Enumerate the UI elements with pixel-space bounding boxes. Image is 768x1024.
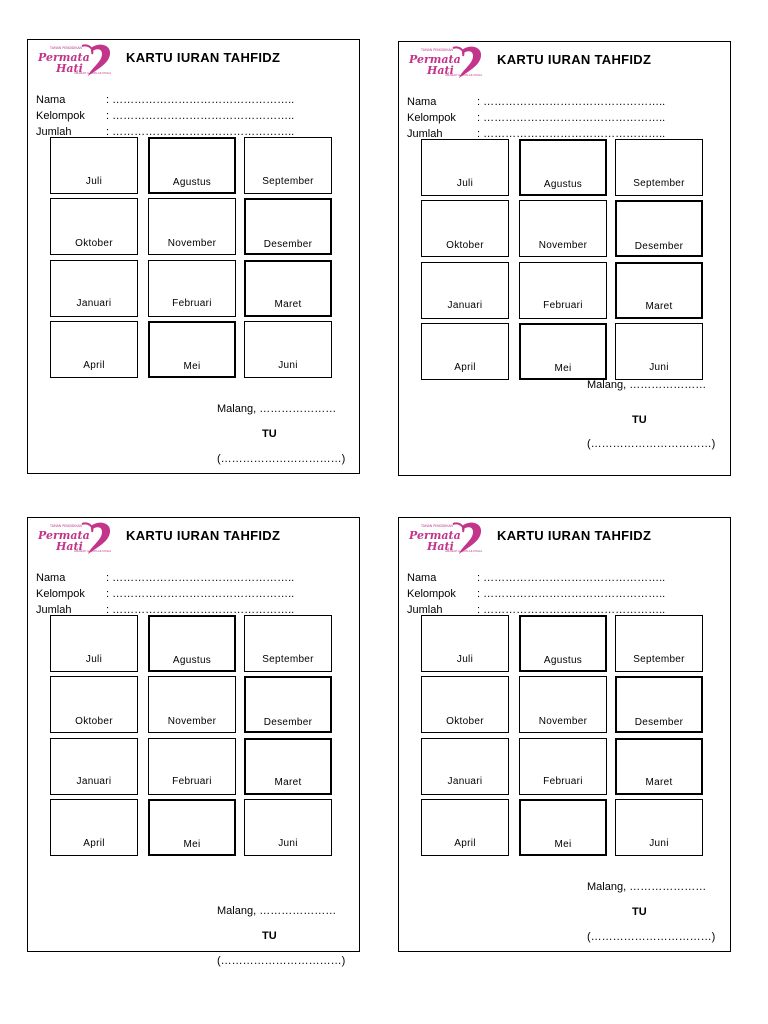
field-label: Kelompok: [407, 588, 456, 600]
month-label: Desember: [634, 241, 684, 252]
field-label: Jumlah: [407, 128, 443, 140]
month-label: Mei: [183, 361, 201, 372]
month-box[interactable]: [421, 323, 509, 380]
month-label: November: [167, 716, 217, 727]
field-label: Jumlah: [407, 604, 443, 616]
month-label: Agustus: [172, 177, 212, 188]
month-label: November: [167, 238, 217, 249]
field-value[interactable]: : …………………………………………..: [477, 96, 666, 108]
month-box[interactable]: [615, 738, 703, 795]
field-value[interactable]: : …………………………………………..: [106, 110, 295, 122]
signer-title: TU: [632, 906, 647, 918]
field-label: Nama: [36, 94, 66, 106]
month-box[interactable]: [519, 799, 607, 856]
field-label: Kelompok: [36, 110, 85, 122]
signature-line: (……………………………): [217, 955, 346, 967]
month-label: Agustus: [172, 655, 212, 666]
logo: [36, 42, 116, 80]
month-box[interactable]: [519, 615, 607, 672]
field-row: [407, 570, 665, 586]
month-box[interactable]: [421, 262, 509, 319]
month-label: Agustus: [543, 179, 583, 190]
field-label: Kelompok: [407, 112, 456, 124]
month-box[interactable]: [50, 198, 138, 255]
field-label: Jumlah: [36, 604, 72, 616]
month-box[interactable]: [421, 139, 509, 196]
month-box[interactable]: [615, 323, 703, 380]
signature-line: (……………………………): [217, 453, 346, 465]
field-label: Nama: [36, 572, 66, 584]
month-label: Agustus: [543, 655, 583, 666]
place-date: Malang, …………………: [587, 881, 707, 893]
month-box[interactable]: [421, 799, 509, 856]
svg-text:Permata: Permata: [409, 529, 461, 542]
svg-text:Hati: Hati: [427, 540, 454, 553]
svg-text:AMANAH & AKHLAK MULIA: AMANAH & AKHLAK MULIA: [74, 71, 112, 75]
month-box[interactable]: [615, 676, 703, 733]
svg-text:Hati: Hati: [56, 62, 83, 75]
month-label: Februari: [543, 776, 583, 787]
month-label: September: [262, 654, 314, 665]
field-value[interactable]: : …………………………………………..: [106, 604, 295, 616]
month-box[interactable]: [421, 615, 509, 672]
iuran-card: [27, 517, 360, 967]
month-box[interactable]: [615, 615, 703, 672]
member-fields: [407, 570, 665, 618]
place-date: Malang, …………………: [587, 379, 707, 391]
field-row: [36, 108, 294, 124]
month-box[interactable]: [244, 738, 332, 795]
field-row: [407, 94, 665, 110]
month-label: Januari: [447, 776, 483, 787]
month-label: Desember: [263, 239, 313, 250]
field-value[interactable]: : …………………………………………..: [106, 94, 295, 106]
month-box[interactable]: [148, 137, 236, 194]
signature-line: (……………………………): [587, 931, 716, 943]
iuran-card: [398, 41, 731, 476]
month-box[interactable]: [519, 676, 607, 733]
month-label: Juni: [649, 838, 669, 849]
signer-title: TU: [632, 414, 647, 426]
month-label: November: [538, 240, 588, 251]
month-box[interactable]: [148, 321, 236, 378]
field-row: [36, 570, 294, 586]
month-box[interactable]: [519, 738, 607, 795]
field-value[interactable]: : …………………………………………..: [477, 572, 666, 584]
month-label: September: [262, 176, 314, 187]
month-box[interactable]: [519, 323, 607, 380]
month-label: Desember: [263, 717, 313, 728]
month-label: Desember: [634, 717, 684, 728]
month-box[interactable]: [148, 676, 236, 733]
month-box[interactable]: [615, 262, 703, 319]
month-label: Februari: [543, 300, 583, 311]
logo: [407, 44, 487, 82]
signer-title: TU: [262, 930, 277, 942]
member-fields: [407, 94, 665, 142]
month-label: Februari: [172, 298, 212, 309]
month-label: Juli: [85, 654, 103, 665]
svg-text:TAMAN PENDIDIKAN: TAMAN PENDIDIKAN: [50, 524, 82, 528]
month-label: Mei: [183, 839, 201, 850]
svg-text:Permata: Permata: [409, 53, 461, 66]
month-box[interactable]: [50, 676, 138, 733]
field-label: Nama: [407, 572, 437, 584]
month-label: Mei: [554, 839, 572, 850]
month-label: September: [633, 178, 685, 189]
month-box[interactable]: [148, 198, 236, 255]
month-box[interactable]: [50, 260, 138, 317]
month-label: Oktober: [446, 716, 484, 727]
month-label: Oktober: [446, 240, 484, 251]
month-box[interactable]: [244, 260, 332, 317]
field-value[interactable]: : …………………………………………..: [477, 604, 666, 616]
field-value[interactable]: : …………………………………………..: [477, 112, 666, 124]
card-title: KARTU IURAN TAHFIDZ: [497, 528, 652, 543]
month-label: April: [83, 838, 105, 849]
month-box[interactable]: [244, 198, 332, 255]
place-date: Malang, …………………: [217, 905, 337, 917]
month-box[interactable]: [244, 321, 332, 378]
field-value[interactable]: : …………………………………………..: [106, 572, 295, 584]
month-box[interactable]: [244, 676, 332, 733]
field-label: Kelompok: [36, 588, 85, 600]
month-box[interactable]: [421, 200, 509, 257]
field-row: [407, 110, 665, 126]
month-label: Februari: [172, 776, 212, 787]
field-row: [407, 586, 665, 602]
member-fields: [36, 92, 294, 140]
month-label: Juli: [456, 178, 474, 189]
month-box[interactable]: [244, 137, 332, 194]
svg-text:TAMAN PENDIDIKAN: TAMAN PENDIDIKAN: [50, 46, 82, 50]
month-label: Maret: [645, 301, 673, 312]
month-label: Januari: [76, 298, 112, 309]
month-box[interactable]: [50, 615, 138, 672]
card-title: KARTU IURAN TAHFIDZ: [497, 52, 652, 67]
month-label: Oktober: [75, 716, 113, 727]
field-value[interactable]: : …………………………………………..: [477, 128, 666, 140]
month-label: Juni: [278, 838, 298, 849]
month-label: Mei: [554, 363, 572, 374]
month-label: April: [83, 360, 105, 371]
month-box[interactable]: [615, 799, 703, 856]
month-box[interactable]: [615, 139, 703, 196]
svg-text:TAMAN PENDIDIKAN: TAMAN PENDIDIKAN: [421, 524, 453, 528]
svg-text:AMANAH & AKHLAK MULIA: AMANAH & AKHLAK MULIA: [445, 73, 483, 77]
month-box[interactable]: [519, 200, 607, 257]
month-box[interactable]: [148, 799, 236, 856]
month-label: Januari: [447, 300, 483, 311]
month-label: Maret: [274, 777, 302, 788]
month-box[interactable]: [244, 799, 332, 856]
month-label: September: [633, 654, 685, 665]
month-label: Juli: [456, 654, 474, 665]
svg-text:AMANAH & AKHLAK MULIA: AMANAH & AKHLAK MULIA: [74, 549, 112, 553]
card-title: KARTU IURAN TAHFIDZ: [126, 50, 281, 65]
signature-line: (……………………………): [587, 438, 716, 450]
month-box[interactable]: [148, 615, 236, 672]
month-box[interactable]: [50, 321, 138, 378]
card-title: KARTU IURAN TAHFIDZ: [126, 528, 281, 543]
svg-text:AMANAH & AKHLAK MULIA: AMANAH & AKHLAK MULIA: [445, 549, 483, 553]
month-label: Oktober: [75, 238, 113, 249]
month-label: April: [454, 838, 476, 849]
field-value[interactable]: : …………………………………………..: [477, 588, 666, 600]
month-box[interactable]: [421, 676, 509, 733]
month-box[interactable]: [50, 799, 138, 856]
logo: [407, 520, 487, 558]
month-box[interactable]: [50, 137, 138, 194]
field-row: [36, 586, 294, 602]
month-label: Juli: [85, 176, 103, 187]
field-value[interactable]: : …………………………………………..: [106, 126, 295, 138]
month-box[interactable]: [148, 738, 236, 795]
svg-text:Hati: Hati: [427, 64, 454, 77]
svg-text:Permata: Permata: [38, 51, 90, 64]
month-box[interactable]: [519, 262, 607, 319]
member-fields: [36, 570, 294, 618]
month-label: Juni: [649, 362, 669, 373]
month-box[interactable]: [244, 615, 332, 672]
place-date: Malang, …………………: [217, 403, 337, 415]
signer-title: TU: [262, 428, 277, 440]
logo: [36, 520, 116, 558]
svg-text:TAMAN PENDIDIKAN: TAMAN PENDIDIKAN: [421, 48, 453, 52]
month-label: November: [538, 716, 588, 727]
month-box[interactable]: [519, 139, 607, 196]
month-box[interactable]: [148, 260, 236, 317]
iuran-card: [398, 517, 731, 952]
month-label: Maret: [274, 299, 302, 310]
month-box[interactable]: [421, 738, 509, 795]
svg-text:Hati: Hati: [56, 540, 83, 553]
iuran-card: [27, 39, 360, 474]
month-box[interactable]: [50, 738, 138, 795]
field-label: Jumlah: [36, 126, 72, 138]
field-value[interactable]: : …………………………………………..: [106, 588, 295, 600]
svg-text:Permata: Permata: [38, 529, 90, 542]
field-row: [36, 92, 294, 108]
field-label: Nama: [407, 96, 437, 108]
month-label: April: [454, 362, 476, 373]
month-label: Juni: [278, 360, 298, 371]
month-box[interactable]: [615, 200, 703, 257]
month-label: Maret: [645, 777, 673, 788]
month-label: Januari: [76, 776, 112, 787]
